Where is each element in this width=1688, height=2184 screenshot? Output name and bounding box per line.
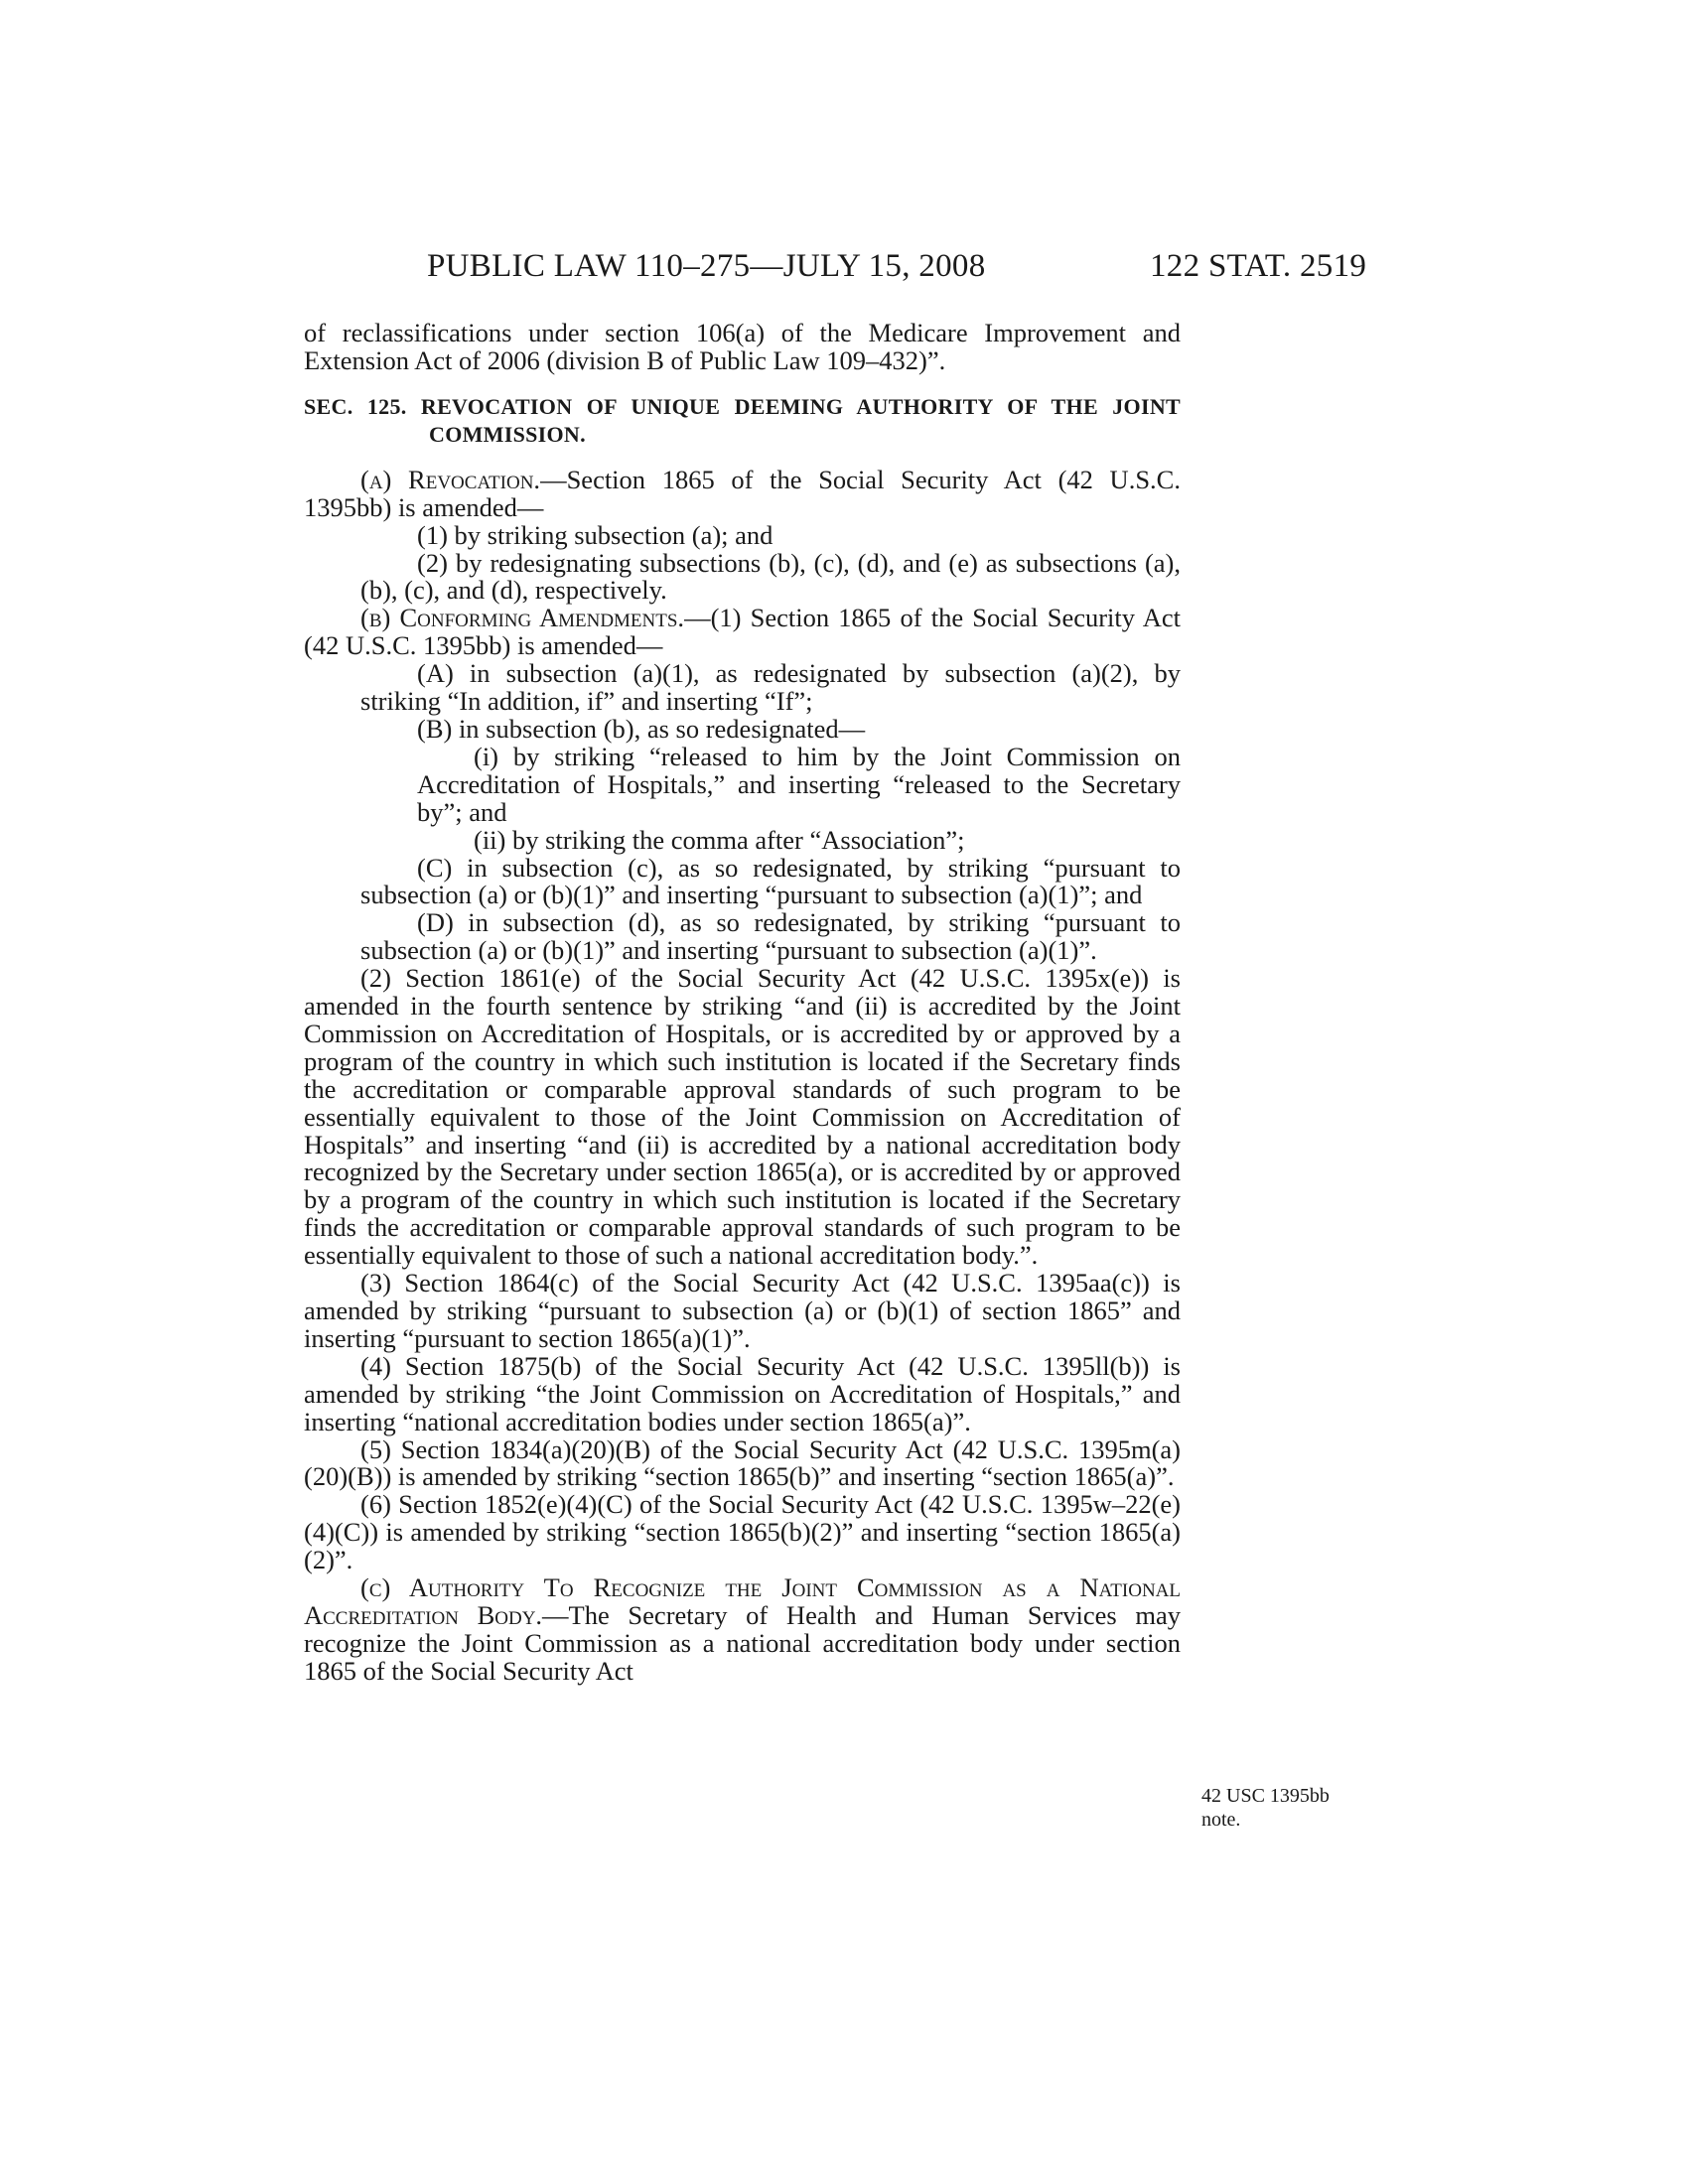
paragraph-b6: (6) Section 1852(e)(4)(C) of the Social Security Act (42 U.S.C. 1395w–22(e)(4)(C)) is amended by striking “section 1865(b)(2)” and inserting “section 1865(a)(2)”. [304, 1489, 1181, 1575]
paragraph-b5: (5) Section 1834(a)(20)(B) of the Social Security Act (42 U.S.C. 1395m(a)(20)(B)) is amended by striking “section 1865(b)” and inserting “section 1865(a)”. [304, 1433, 1181, 1492]
subsection-b [304, 605, 1181, 660]
subsection-c [304, 1574, 1181, 1686]
subsection-a [304, 464, 1181, 522]
subsection-c-text: —The Secretary of Health and Human Services may recognize the Joint Commission as a national accreditation body under section 1865 of the Social Security Act [304, 1599, 1181, 1686]
subparagraph-bC: (C) in subsection (c), as so redesignated, by striking “pursuant to subsection (a) or (b)(1)” and inserting “pursuant to subsection (a)(1)”; and [360, 852, 1181, 910]
subsection-c-caption: (c) Authority To Recognize the Joint Commission as a National Accreditation Body. [304, 1572, 1181, 1630]
clause-bBi: (i) by striking “released to him by the Joint Commission on Accreditation of Hospitals,” and inserting “released to the Secretary by”; and [417, 741, 1181, 827]
page-header-stat-citation: 122 STAT. 2519 [1150, 248, 1367, 284]
clause-bBii: (ii) by striking the comma after “Association”; [474, 824, 965, 855]
section-heading: SEC. 125. REVOCATION OF UNIQUE DEEMING AUTHORITY OF THE JOINT COMMISSION. [304, 393, 1181, 447]
subsection-b-text: —(1) Section 1865 of the Social Security Act (42 U.S.C. 1395bb) is amended— [304, 603, 1181, 661]
margin-note-citation: 42 USC 1395bb [1201, 1785, 1330, 1807]
subsection-a-caption: (a) Revocation. [360, 464, 541, 494]
paragraph-a1: (1) by striking subsection (a); and [417, 519, 774, 550]
paragraph-b4: (4) Section 1875(b) of the Social Security Act (42 U.S.C. 1395ll(b)) is amended by striking “the Joint Commission on Accreditation of Hospitals,” and inserting “national accreditation bodies under section 1865(a)”. [304, 1350, 1181, 1436]
document-body [304, 320, 1181, 1686]
paragraph-a2: (2) by redesignating subsections (b), (c), (d), and (e) as subsections (a), (b), (c), and (d), respectively. [360, 547, 1181, 606]
margin-note [1201, 1784, 1400, 1832]
subsection-a-text: —Section 1865 of the Social Security Act (42 U.S.C. 1395bb) is amended— [304, 464, 1181, 522]
subparagraph-bD: (D) in subsection (d), as so redesignated, by striking “pursuant to subsection (a) or (b)(1)” and inserting “pursuant to subsection (a)(1)”. [360, 907, 1181, 966]
subparagraph-bB: (B) in subsection (b), as so redesignated— [417, 713, 866, 744]
page-header-title: PUBLIC LAW 110–275—JULY 15, 2008 [427, 248, 986, 284]
paragraph-b3: (3) Section 1864(c) of the Social Security Act (42 U.S.C. 1395aa(c)) is amended by striking “pursuant to subsection (a) or (b)(1) of section 1865” and inserting “pursuant to section 1865(a)(1)”. [304, 1268, 1181, 1353]
paragraph-b2: (2) Section 1861(e) of the Social Security Act (42 U.S.C. 1395x(e)) is amended in the fourth sentence by striking “and (ii) is accredited by the Joint Commission on Accreditation of Hospitals, or is accredited by or approved by a program of the country in which such institution is located if the Secretary finds the accreditation or comparable approval standards of such program to be essentially equivalent to those of the Joint Commission on Accreditation of Hospitals” and inserting “and (ii) is accredited by a national accreditation body recognized by the Secretary under section 1865(a), or is accredited by or approved by a program of the country in which such institution is located if the Secretary finds the accreditation or comparable approval standards of such program to be essentially equivalent to those of such a national accreditation body.”. [304, 963, 1181, 1271]
subparagraph-bA: (A) in subsection (a)(1), as redesignated by subsection (a)(2), by striking “In addition, if” and inserting “If”; [360, 658, 1181, 717]
margin-note-label: note. [1201, 1809, 1241, 1831]
intro-paragraph: of reclassifications under section 106(a) of the Medicare Improvement and Extension Act of 2006 (division B of Public Law 109–432)”. [304, 318, 1181, 375]
subsection-b-caption: (b) Conforming Amendments. [360, 603, 685, 633]
